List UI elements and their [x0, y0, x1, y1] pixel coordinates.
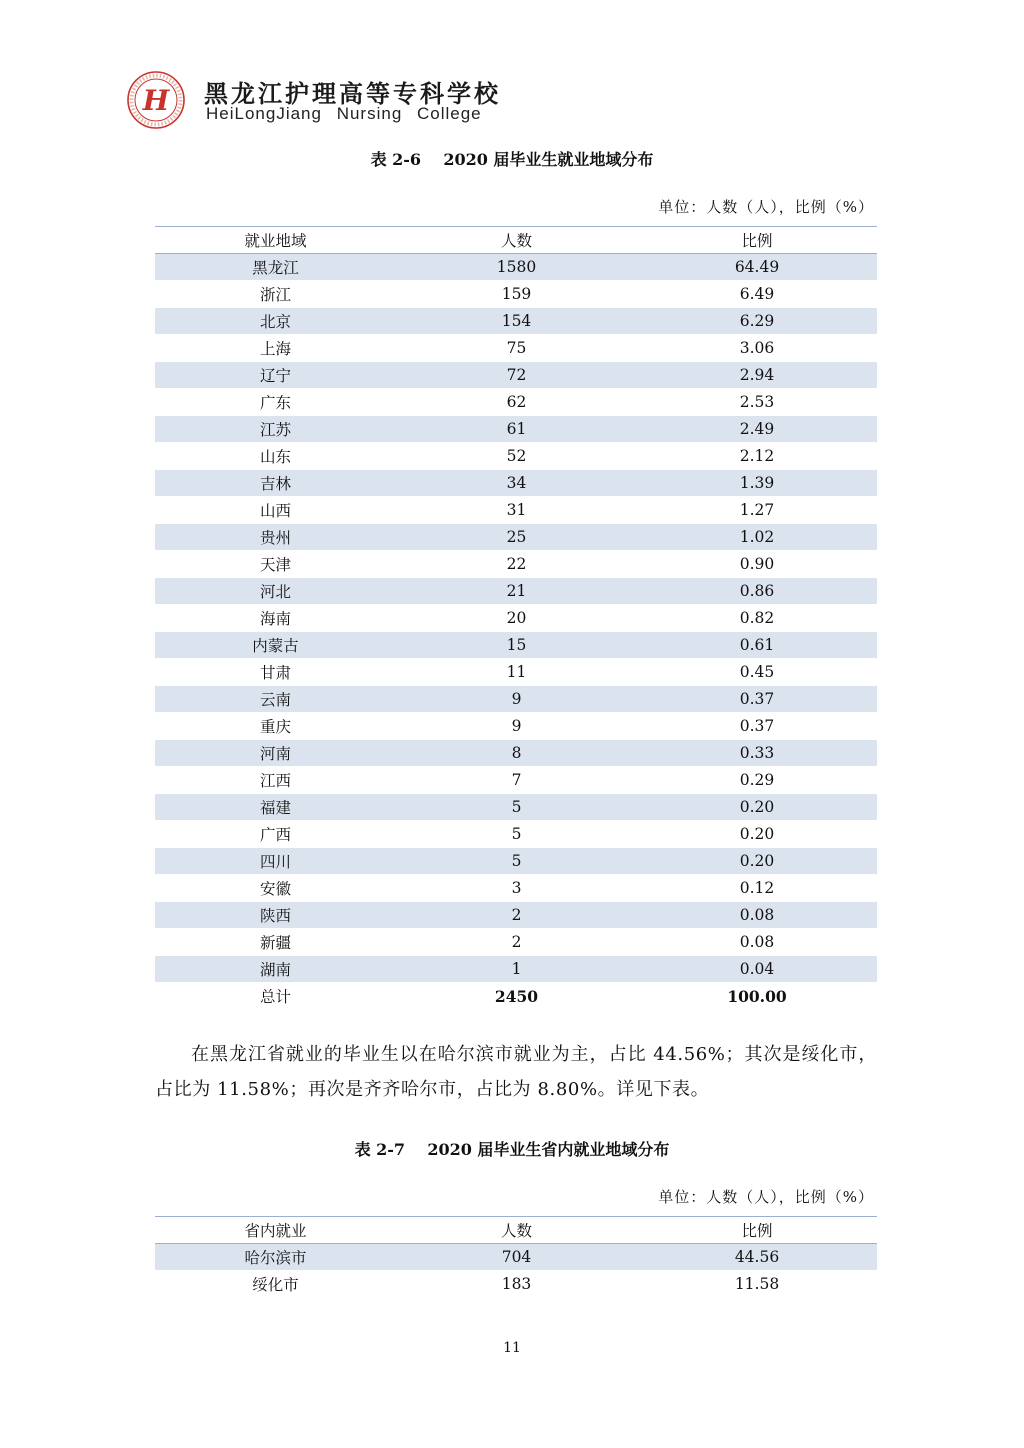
total-row — [155, 983, 877, 1010]
ratio-cell: 0.08 — [637, 929, 877, 956]
ratio-cell: 0.86 — [637, 578, 877, 605]
ratio-cell: 0.61 — [637, 632, 877, 659]
table-row — [155, 848, 877, 875]
table-header-row — [155, 227, 877, 254]
table-row — [155, 335, 877, 362]
region-cell: 海南 — [155, 605, 396, 632]
region-cell: 山东 — [155, 443, 396, 470]
table-row — [155, 389, 877, 416]
table-row — [155, 902, 877, 929]
ratio-cell: 0.08 — [637, 902, 877, 929]
table-row — [155, 551, 877, 578]
count-cell: 3 — [396, 875, 637, 902]
region-cell: 江苏 — [155, 416, 396, 443]
count-cell: 2 — [396, 929, 637, 956]
table-header-row — [155, 1217, 877, 1244]
count-cell: 25 — [396, 524, 637, 551]
region-cell: 浙江 — [155, 281, 396, 308]
ratio-cell: 2.49 — [637, 416, 877, 443]
count-cell: 62 — [396, 389, 637, 416]
table-row — [155, 659, 877, 686]
count-cell: 5 — [396, 794, 637, 821]
region-cell: 新疆 — [155, 929, 396, 956]
region-cell: 吉林 — [155, 470, 396, 497]
table-row — [155, 875, 877, 902]
count-cell: 8 — [396, 740, 637, 767]
table-row — [155, 308, 877, 335]
count-cell: 20 — [396, 605, 637, 632]
ratio-cell: 64.49 — [637, 254, 877, 281]
region-cell: 上海 — [155, 335, 396, 362]
region-cell: 甘肃 — [155, 659, 396, 686]
count-cell: 52 — [396, 443, 637, 470]
page-number: 11 — [503, 1340, 521, 1356]
ratio-cell: 0.20 — [637, 794, 877, 821]
count-cell: 75 — [396, 335, 637, 362]
table1-caption: 表 2-6 2020 届毕业生就业地域分布 — [370, 150, 654, 169]
table-row — [155, 1244, 877, 1271]
count-cell: 154 — [396, 308, 637, 335]
count-cell: 31 — [396, 497, 637, 524]
table-row — [155, 443, 877, 470]
ratio-cell: 0.29 — [637, 767, 877, 794]
count-cell: 5 — [396, 848, 637, 875]
region-cell: 天津 — [155, 551, 396, 578]
ratio-cell: 0.90 — [637, 551, 877, 578]
count-cell: 9 — [396, 713, 637, 740]
total-count-cell: 2450 — [396, 983, 637, 1010]
school-name-chinese: 黑龙江护理高等专科学校 — [204, 80, 501, 108]
region-cell: 广西 — [155, 821, 396, 848]
ratio-cell: 6.29 — [637, 308, 877, 335]
column-header-count: 人数 — [396, 227, 637, 254]
table-row — [155, 281, 877, 308]
count-cell: 15 — [396, 632, 637, 659]
region-cell: 河南 — [155, 740, 396, 767]
count-cell: 9 — [396, 686, 637, 713]
region-cell: 黑龙江 — [155, 254, 396, 281]
table-row — [155, 605, 877, 632]
table-row — [155, 524, 877, 551]
count-cell: 704 — [396, 1244, 637, 1271]
region-cell: 安徽 — [155, 875, 396, 902]
table2-caption: 表 2-7 2020 届毕业生省内就业地域分布 — [354, 1140, 670, 1159]
region-cell: 四川 — [155, 848, 396, 875]
table-row — [155, 416, 877, 443]
table-row — [155, 740, 877, 767]
table-row — [155, 686, 877, 713]
count-cell: 183 — [396, 1271, 637, 1298]
ratio-cell: 2.53 — [637, 389, 877, 416]
count-cell: 1580 — [396, 254, 637, 281]
svg-text:H: H — [142, 84, 170, 117]
column-header-region: 省内就业 — [155, 1217, 396, 1244]
count-cell: 72 — [396, 362, 637, 389]
ratio-cell: 0.04 — [637, 956, 877, 983]
region-cell: 广东 — [155, 389, 396, 416]
table1-unit-note: 单位：人数（人），比例（%） — [658, 198, 874, 216]
total-ratio-cell: 100.00 — [637, 983, 877, 1010]
in-province-region-table — [155, 1216, 877, 1298]
table-row — [155, 254, 877, 281]
school-name-english: HeiLongJiang Nursing College — [206, 104, 482, 123]
total-label-cell: 总计 — [155, 983, 396, 1010]
body-paragraph: 在黑龙江省就业的毕业生以在哈尔滨市就业为主，占比 44.56%；其次是绥化市，占比为 11.58%；再次是齐齐哈尔市，占比为 8.80%。详见下表。 — [155, 1044, 877, 1100]
region-cell: 山西 — [155, 497, 396, 524]
ratio-cell: 11.58 — [637, 1271, 877, 1298]
column-header-region: 就业地域 — [155, 227, 396, 254]
region-cell: 福建 — [155, 794, 396, 821]
count-cell: 5 — [396, 821, 637, 848]
region-cell: 哈尔滨市 — [155, 1244, 396, 1271]
count-cell: 1 — [396, 956, 637, 983]
ratio-cell: 44.56 — [637, 1244, 877, 1271]
count-cell: 22 — [396, 551, 637, 578]
ratio-cell: 3.06 — [637, 335, 877, 362]
region-cell: 陕西 — [155, 902, 396, 929]
region-cell: 河北 — [155, 578, 396, 605]
ratio-cell: 0.20 — [637, 848, 877, 875]
table-row — [155, 794, 877, 821]
region-cell: 绥化市 — [155, 1271, 396, 1298]
ratio-cell: 0.82 — [637, 605, 877, 632]
table-row — [155, 497, 877, 524]
table-row — [155, 470, 877, 497]
table-row — [155, 821, 877, 848]
ratio-cell: 2.12 — [637, 443, 877, 470]
count-cell: 61 — [396, 416, 637, 443]
table-row — [155, 929, 877, 956]
count-cell: 34 — [396, 470, 637, 497]
ratio-cell: 0.37 — [637, 686, 877, 713]
ratio-cell: 1.39 — [637, 470, 877, 497]
table-row — [155, 956, 877, 983]
table-row — [155, 632, 877, 659]
table-row — [155, 767, 877, 794]
region-cell: 云南 — [155, 686, 396, 713]
column-header-ratio: 比例 — [637, 1217, 877, 1244]
table-row — [155, 1271, 877, 1298]
ratio-cell: 0.33 — [637, 740, 877, 767]
ratio-cell: 0.12 — [637, 875, 877, 902]
table2-unit-note: 单位：人数（人），比例（%） — [658, 1188, 874, 1206]
ratio-cell: 1.27 — [637, 497, 877, 524]
ratio-cell: 0.20 — [637, 821, 877, 848]
column-header-count: 人数 — [396, 1217, 637, 1244]
table-row — [155, 713, 877, 740]
region-cell: 北京 — [155, 308, 396, 335]
region-cell: 辽宁 — [155, 362, 396, 389]
table-row — [155, 578, 877, 605]
region-cell: 内蒙古 — [155, 632, 396, 659]
college-logo — [126, 70, 186, 130]
count-cell: 11 — [396, 659, 637, 686]
region-cell: 江西 — [155, 767, 396, 794]
table-row — [155, 362, 877, 389]
count-cell: 159 — [396, 281, 637, 308]
ratio-cell: 2.94 — [637, 362, 877, 389]
ratio-cell: 0.37 — [637, 713, 877, 740]
ratio-cell: 1.02 — [637, 524, 877, 551]
count-cell: 21 — [396, 578, 637, 605]
region-cell: 湖南 — [155, 956, 396, 983]
count-cell: 7 — [396, 767, 637, 794]
ratio-cell: 6.49 — [637, 281, 877, 308]
employment-region-table — [155, 226, 877, 1010]
column-header-ratio: 比例 — [637, 227, 877, 254]
region-cell: 贵州 — [155, 524, 396, 551]
region-cell: 重庆 — [155, 713, 396, 740]
count-cell: 2 — [396, 902, 637, 929]
ratio-cell: 0.45 — [637, 659, 877, 686]
